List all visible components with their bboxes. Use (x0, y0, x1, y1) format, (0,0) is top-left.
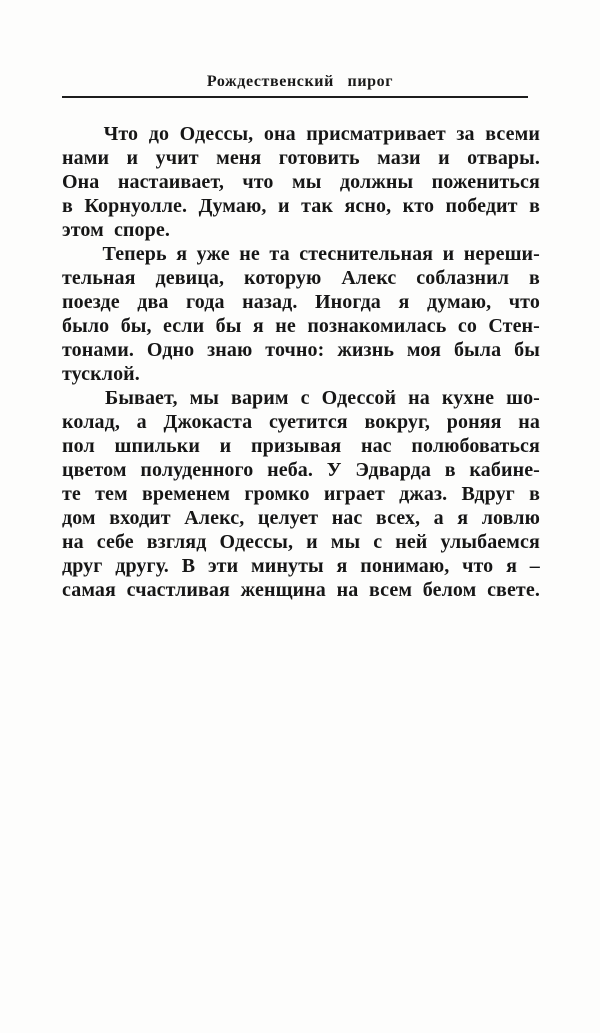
word: я (336, 555, 348, 577)
word: вокруг, (364, 411, 431, 433)
word: Одессы, (179, 123, 254, 145)
text-line (62, 579, 540, 603)
word: Джокаста (163, 411, 253, 433)
word: в (529, 195, 540, 217)
word: временем (141, 483, 231, 505)
word: варим (231, 387, 289, 409)
word: тем (95, 483, 128, 505)
word: входит (109, 507, 171, 529)
text-line (62, 531, 540, 555)
text-line (62, 267, 540, 291)
word: Эдварда (355, 459, 431, 481)
page-title: Рождественский пирог (206, 73, 394, 90)
word: была (453, 339, 502, 361)
word: бы (514, 339, 540, 361)
paragraph (62, 123, 540, 243)
word: суетится (268, 411, 348, 433)
word: Одессы, (219, 531, 294, 553)
word: всем (369, 579, 413, 601)
text-line (62, 219, 540, 243)
word: мы (189, 387, 220, 409)
word: учит (155, 147, 199, 169)
text-line (62, 459, 540, 483)
word: я (457, 507, 469, 529)
paragraph (62, 243, 540, 387)
word: если (163, 315, 205, 337)
word: поезде (62, 291, 120, 313)
line-text: тусклой. (62, 363, 140, 385)
word: улыбаемся (440, 531, 540, 553)
word: так (301, 195, 333, 217)
word: с (300, 387, 310, 409)
word: нереши- (463, 243, 540, 265)
word: шо- (506, 387, 540, 409)
word: громко (244, 483, 310, 505)
word: Вдруг (461, 483, 515, 505)
word: я (398, 291, 410, 313)
line-text: этом споре. (62, 219, 170, 241)
word: эти (207, 555, 239, 577)
word: меня (216, 147, 262, 169)
word: кабине- (469, 459, 540, 481)
text-line (62, 147, 540, 171)
word: Думаю, (198, 195, 267, 217)
word: и (306, 531, 318, 553)
text-line (62, 123, 540, 147)
word: кто (402, 195, 435, 217)
text-line (62, 483, 540, 507)
word: ловлю (481, 507, 540, 529)
word: самая (62, 579, 116, 601)
word: на (336, 579, 359, 601)
word: что (462, 555, 494, 577)
word: настаивает, (117, 171, 224, 193)
word: Алекс (341, 267, 397, 289)
word: стеснительная (299, 243, 434, 265)
word: цветом (62, 459, 127, 481)
word: девица, (155, 267, 225, 289)
word: мази (377, 147, 421, 169)
word: не (239, 243, 260, 265)
text-line (62, 315, 540, 339)
word: бы (215, 315, 242, 337)
word: я (252, 315, 264, 337)
word: что (508, 291, 540, 313)
word: и (219, 435, 232, 457)
word: дом (62, 507, 96, 529)
text-line (62, 243, 540, 267)
word: друг (62, 555, 103, 577)
word: кухне (441, 387, 495, 409)
word: ней (395, 531, 428, 553)
word: которую (244, 267, 322, 289)
word: мы (330, 531, 361, 553)
word: присматривает (306, 123, 446, 145)
word: а (136, 411, 147, 433)
word: пол (62, 435, 95, 457)
word: пожениться (431, 171, 540, 193)
word: играет (323, 483, 385, 505)
word: неба. (267, 459, 313, 481)
word: те (62, 483, 81, 505)
word: с (373, 531, 383, 553)
page-body-text (62, 123, 540, 603)
text-line (62, 387, 540, 411)
word: полюбоваться (411, 435, 540, 457)
word: что (242, 171, 274, 193)
word: в (529, 267, 540, 289)
word: Иногда (315, 291, 381, 313)
word: призывая (251, 435, 342, 457)
word: понимаю, (360, 555, 450, 577)
word: Корнуолле. (84, 195, 188, 217)
text-line (62, 171, 540, 195)
word: я (176, 243, 188, 265)
word: и (438, 147, 450, 169)
word: моя (406, 339, 442, 361)
word: – (529, 555, 540, 577)
word: минуты (251, 555, 324, 577)
word: себе (96, 531, 134, 553)
word: она (263, 123, 296, 145)
word: победит (445, 195, 518, 217)
text-line (62, 363, 540, 387)
word: было (62, 315, 110, 337)
word: целует (257, 507, 319, 529)
word: соблазнил (416, 267, 510, 289)
word: тонами. (62, 339, 134, 361)
text-line (62, 411, 540, 435)
word: нами (62, 147, 110, 169)
word: должны (339, 171, 414, 193)
word: свете. (487, 579, 540, 601)
word: в (62, 195, 73, 217)
word: до (148, 123, 170, 145)
word: мы (291, 171, 322, 193)
word: знаю (207, 339, 253, 361)
word: уже (196, 243, 230, 265)
word: со (457, 315, 477, 337)
text-line (62, 291, 540, 315)
word: готовить (278, 147, 360, 169)
word: думаю, (426, 291, 492, 313)
word: У (326, 459, 342, 481)
word: бы, (120, 315, 152, 337)
text-line (62, 555, 540, 579)
word: роняя (446, 411, 502, 433)
word: взгляд (146, 531, 207, 553)
text-line (62, 195, 540, 219)
word: за (456, 123, 475, 145)
word: колад, (62, 411, 120, 433)
word: и (126, 147, 139, 169)
word: отвары. (467, 147, 540, 169)
text-line (62, 507, 540, 531)
word: в (444, 459, 456, 481)
word: джаз. (399, 483, 448, 505)
word: на (62, 531, 84, 553)
word: всеми (485, 123, 540, 145)
word: а (433, 507, 444, 529)
word: на (408, 387, 430, 409)
word: не (275, 315, 296, 337)
word: я (506, 555, 517, 577)
word: познакомилась (307, 315, 447, 337)
word: в (529, 483, 540, 505)
text-line (62, 339, 540, 363)
word: на (518, 411, 540, 433)
word: счастливая (126, 579, 230, 601)
word: В (181, 555, 196, 577)
header-divider (62, 96, 528, 98)
word: и (277, 195, 290, 217)
word: женщина (240, 579, 326, 601)
word: жизнь (337, 339, 394, 361)
word: года (186, 291, 225, 313)
word: нас (360, 435, 392, 457)
word: Одно (146, 339, 195, 361)
word: Бывает, (105, 387, 178, 409)
word: шпильки (114, 435, 200, 457)
word: та (269, 243, 290, 265)
word: Она (62, 171, 100, 193)
word: белом (422, 579, 477, 601)
paragraph (62, 387, 540, 603)
word: тельная (62, 267, 136, 289)
word: назад. (242, 291, 298, 313)
word: Стен- (488, 315, 540, 337)
word: полуденного (140, 459, 254, 481)
word: точно: (265, 339, 325, 361)
word: Одессой (321, 387, 397, 409)
word: Теперь (102, 243, 167, 265)
word: Алекс, (184, 507, 245, 529)
word: и (442, 243, 455, 265)
word: нас (331, 507, 363, 529)
word: два (137, 291, 169, 313)
word: Что (103, 123, 139, 145)
text-line (62, 435, 540, 459)
word: другу. (115, 555, 169, 577)
word: ясно, (344, 195, 392, 217)
word: всех, (375, 507, 421, 529)
